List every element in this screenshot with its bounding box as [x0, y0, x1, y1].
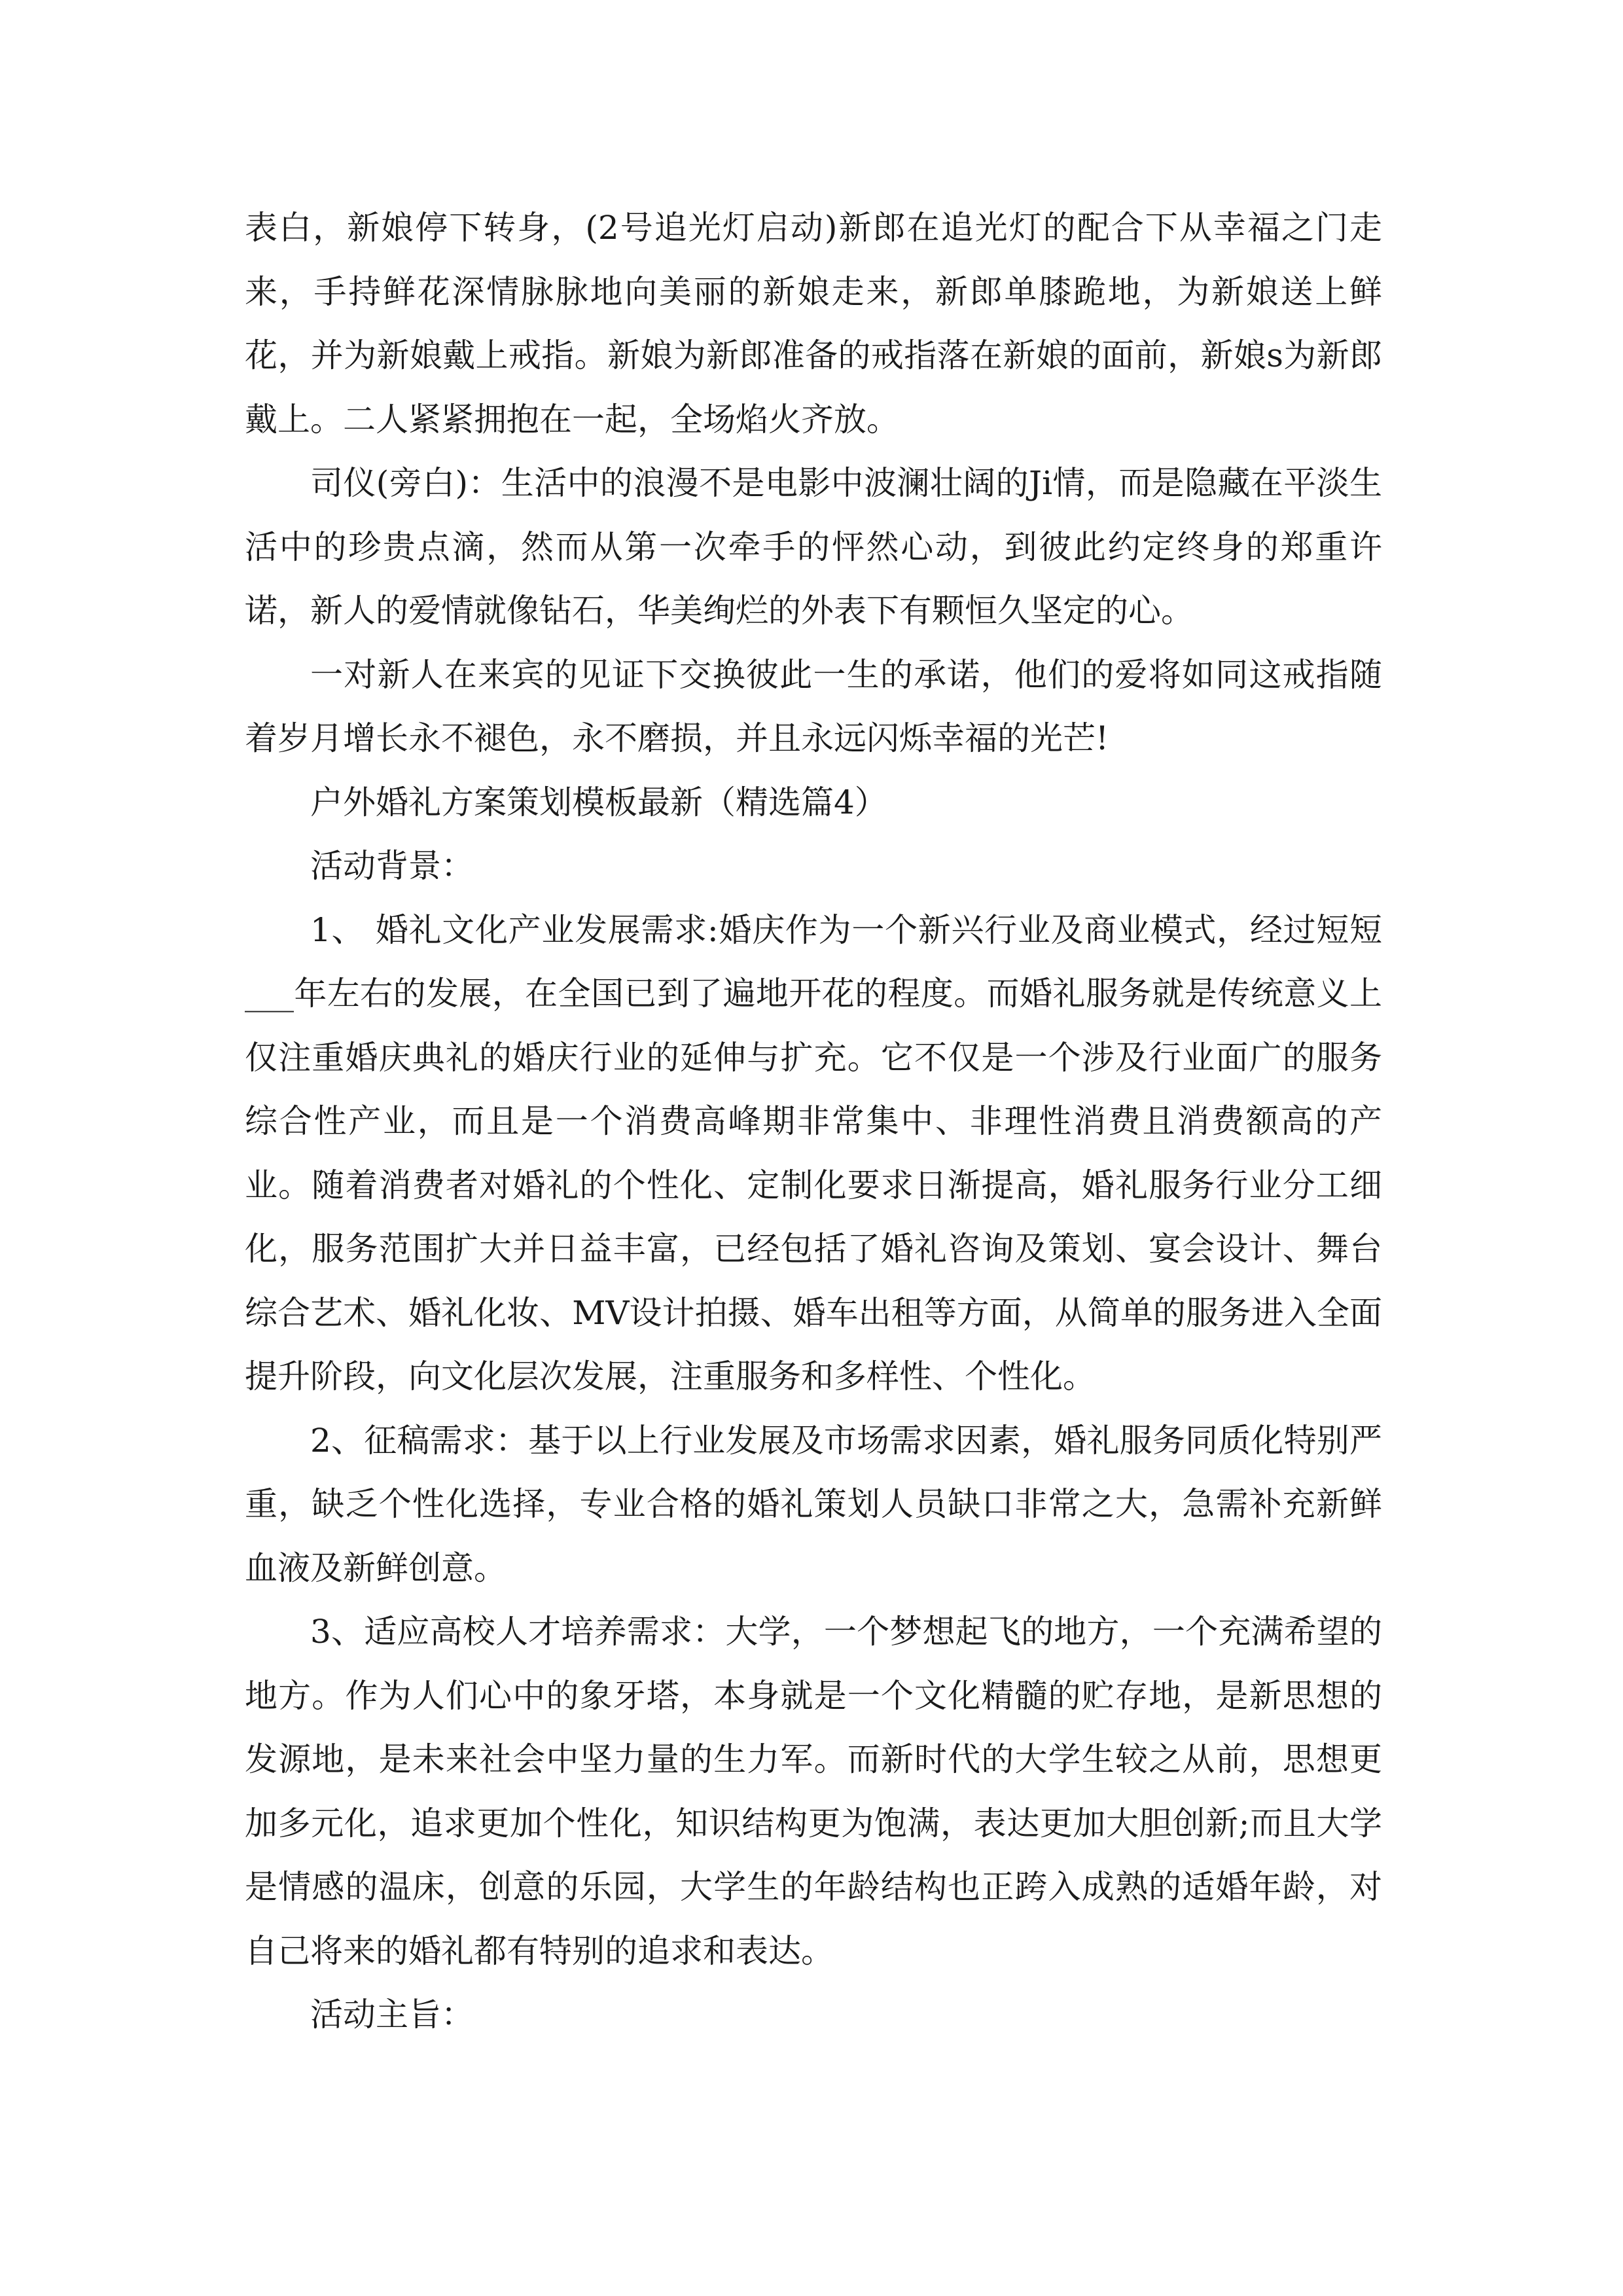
paragraph-industry-demand: 1、 婚礼文化产业发展需求:婚庆作为一个新兴行业及商业模式，经过短短___年左右的发展，在全国已到了遍地开花的程度。而婚礼服务就是传统意义上仅注重婚庆典礼的婚庆行业的延伸与扩充。它不仅是一个涉及行业面广的服务综合性产业，而且是一个消费高峰期非常集中、非理性消费且消费额高的产业。随着消费者对婚礼的个性化、定制化要求日渐提高，婚礼服务行业分工细化，服务范围扩大并日益丰富，已经包括了婚礼咨询及策划、宴会设计、舞台综合艺术、婚礼化妆、MV设计拍摄、婚车出租等方面，从简单的服务进入全面提升阶段，向文化层次发展，注重服务和多样性、个性化。 [245, 910, 1382, 1395]
section-heading-purpose: 活动主旨： [310, 1996, 474, 2034]
paragraph-ceremony-ring-exchange: 表白，新娘停下转身，(2号追光灯启动)新郎在追光灯的配合下从幸福之门走来，手持鲜花深情脉脉地向美丽的新娘走来，新郎单膝跪地，为新娘送上鲜花，并为新娘戴上戒指。新娘为新郎准备的戒指落在新娘的面前，新娘s为新郎戴上。二人紧紧拥抱在一起，全场焰火齐放。 [245, 209, 1382, 439]
document-body [245, 196, 1382, 2047]
paragraph-vows: 一对新人在来宾的见证下交换彼此一生的承诺，他们的爱将如同这戒指随着岁月增长永不褪色，永不磨损，并且永远闪烁幸福的光芒! [245, 655, 1382, 757]
paragraph-submission-demand: 2、征稿需求：基于以上行业发展及市场需求因素，婚礼服务同质化特别严重，缺乏个性化选择，专业合格的婚礼策划人员缺口非常之大，急需补充新鲜血液及新鲜创意。 [245, 1421, 1382, 1587]
section-heading-background: 活动背景： [310, 847, 474, 885]
paragraph-talent-demand: 3、适应高校人才培养需求：大学，一个梦想起飞的地方，一个充满希望的地方。作为人们心中的象牙塔，本身就是一个文化精髓的贮存地，是新思想的发源地，是未来社会中坚力量的生力军。而新时代的大学生较之从前，思想更加多元化，追求更加个性化，知识结构更为饱满，表达更加大胆创新;而且大学是情感的温床，创意的乐园，大学生的年龄结构也正跨入成熟的适婚年龄，对自己将来的婚礼都有特别的追求和表达。 [245, 1613, 1382, 1970]
paragraph-host-narration: 司仪(旁白)：生活中的浪漫不是电影中波澜壮阔的Ji情，而是隐藏在平淡生活中的珍贵点滴，然而从第一次牵手的怦然心动，到彼此约定终身的郑重许诺，新人的爱情就像钻石，华美绚烂的外表下有颗恒久坚定的心。 [245, 464, 1382, 630]
section-heading-plan-4: 户外婚礼方案策划模板最新（精选篇4） [310, 783, 887, 821]
